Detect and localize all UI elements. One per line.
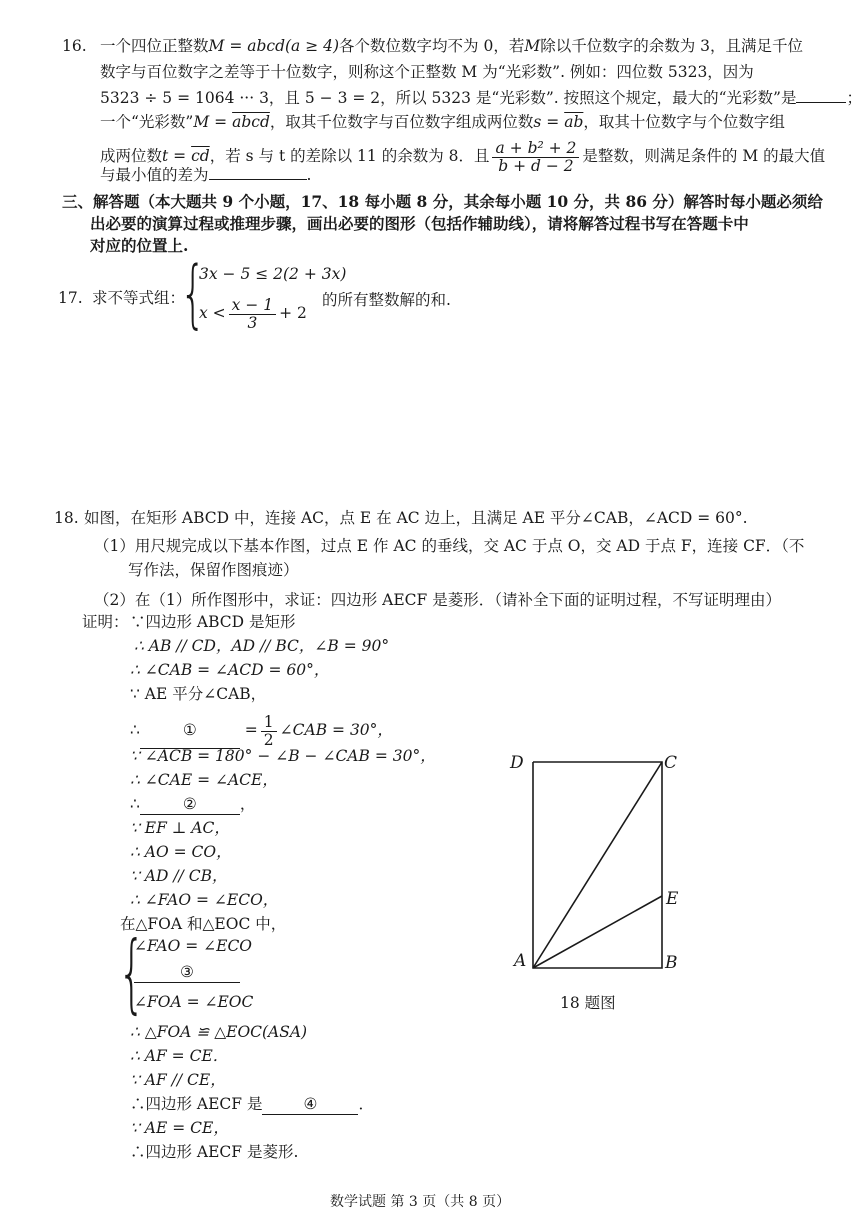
blank-4[interactable]: ④ xyxy=(262,1094,358,1115)
proof-line: ∵ AD // CB， xyxy=(130,867,228,885)
q17-prompt: 求不等式组： xyxy=(92,289,186,307)
proof-line: ∴ ∠FAO = ∠ECO， xyxy=(130,891,279,909)
label-e: E xyxy=(666,889,679,909)
q16-line3: 5323 ÷ 5 = 1064 ··· 3，且 5 − 3 = 2，所以 5323 是“光彩数”. 按照这个规定，最大的“光彩数”是 ； xyxy=(100,89,862,107)
diagonal-ac xyxy=(533,762,662,968)
q16-number: 16. xyxy=(62,37,87,55)
proof-label: 证明： xyxy=(82,613,129,631)
q18-part2: （2）在（1）所作图形中，求证：四边形 AECF 是菱形．（请补全下面的证明过程，不写证明理由） xyxy=(94,591,781,609)
proof-line: ∠FOA = ∠EOC xyxy=(134,993,254,1011)
proof-line: ∵ EF ⊥ AC， xyxy=(130,819,230,837)
proof-line-blank1: ∴ ① = $\frac{1}{2}$ ∠CAB = 30°， xyxy=(130,712,393,749)
page-footer: 数学试题 第 3 页（共 8 页） xyxy=(330,1194,511,1210)
proof-line: ∴ ∠CAE = ∠ACE， xyxy=(130,771,278,789)
proof-line-blank2: ∴ ② ， xyxy=(130,795,256,813)
proof-line: ∵ AE 平分∠CAB， xyxy=(130,685,267,703)
q16-line4: 一个“光彩数”M = abcd，取其千位数字与百位数字组成两位数$s = \overline{ab}$，取其十位数字与个位数字组 xyxy=(100,113,785,131)
q17-brace: { xyxy=(180,251,206,337)
section3-heading-line3: 对应的位置上. xyxy=(90,236,189,255)
blank-1[interactable]: ① xyxy=(140,712,240,749)
q16-line1: 一个四位正整数M = abcd(a ≥ 4)各个数位数字均不为 0，若M除以千位数字的余数为 3，且满足千位 xyxy=(100,37,804,55)
segment-ae xyxy=(533,896,662,968)
section3-heading-line1: 三、解答题（本大题共 9 个小题，17、18 每小题 8 分，其余每小题 10 分，共 86 分）解答时每小题必须给 xyxy=(62,192,823,211)
section3-heading-line2: 出必要的演算过程或推理步骤，画出必要的图形（包括作辅助线），请将解答过程书写在答题卡中 xyxy=(90,214,749,233)
proof-line: ∵ AF // CE， xyxy=(130,1071,226,1089)
q17-tail: 的所有整数解的和. xyxy=(322,291,451,309)
label-a: A xyxy=(514,951,527,971)
proof-brace: { xyxy=(118,923,146,1023)
proof-line: ∴ AB // CD，AD // BC，∠B = 90° xyxy=(134,637,390,655)
proof-line: ∠FAO = ∠ECO xyxy=(134,937,253,955)
proof-line-blank4: ∴四边形 AECF 是 ④ ． xyxy=(130,1095,374,1113)
q17-inequality-2: x < $\frac{x - 1}{3}$ + 2 xyxy=(199,295,307,332)
proof-line-blank3 xyxy=(134,962,240,983)
q16-fraction: $\frac{\text{a + b² + 2}}{b + d - 2}$ xyxy=(492,140,579,175)
label-b: B xyxy=(665,953,678,973)
label-d: D xyxy=(510,753,524,773)
q18-part1-line2: 写作法，保留作图痕迹） xyxy=(128,561,299,579)
q16-line6: 与最小值的差为 . xyxy=(100,166,312,184)
figure-caption: 18 题图 xyxy=(560,994,616,1012)
proof-line: 在△FOA 和△EOC 中， xyxy=(120,915,287,933)
proof-line: ∴四边形 AECF 是菱形. xyxy=(130,1143,299,1161)
proof-line: ∴ ∠CAB = ∠ACD = 60°， xyxy=(130,661,330,679)
blank-3[interactable]: ③ xyxy=(134,962,240,983)
q16-line5: 成两位数$t = \overline{cd}$，若 s 与 t 的差除以 11 的余数为 8．且 $\frac{\text{a + b² + 2}}{b + d - 2}$ 是整数，则满足条件的 M 的最大值 xyxy=(100,138,826,175)
proof-line: ∴ AO = CO， xyxy=(130,843,232,861)
proof-line: ∵ ∠ACB = 180° − ∠B − ∠CAB = 30°， xyxy=(130,747,436,765)
q17-number: 17. xyxy=(58,289,83,307)
figure-18 xyxy=(500,740,700,980)
proof-line: ∴ AF = CE． xyxy=(130,1047,229,1065)
q18-statement: 如图，在矩形 ABCD 中，连接 AC，点 E 在 AC 边上，且满足 AE 平分∠CAB，∠ACD = 60°. xyxy=(84,509,748,527)
proof-line: ∴ △FOA ≌ △EOC(ASA) xyxy=(130,1023,308,1041)
proof-line: ∵ AE = CE， xyxy=(130,1119,229,1137)
blank-2[interactable]: ② xyxy=(140,794,240,815)
q17-inequality-1: 3x − 5 ≤ 2(2 + 3x) xyxy=(199,265,347,283)
proof-line: ∵四边形 ABCD 是矩形 xyxy=(130,613,296,631)
q16-line2: 数字与百位数字之差等于十位数字，则称这个正整数 M 为“光彩数”. 例如：四位数 5323，因为 xyxy=(100,63,754,81)
q18-number: 18. xyxy=(54,509,79,527)
label-c: C xyxy=(664,753,678,773)
q18-part1-line1: （1）用尺规完成以下基本作图，过点 E 作 AC 的垂线，交 AC 于点 O，交 AD 于点 F，连接 CF．（不 xyxy=(94,537,805,555)
